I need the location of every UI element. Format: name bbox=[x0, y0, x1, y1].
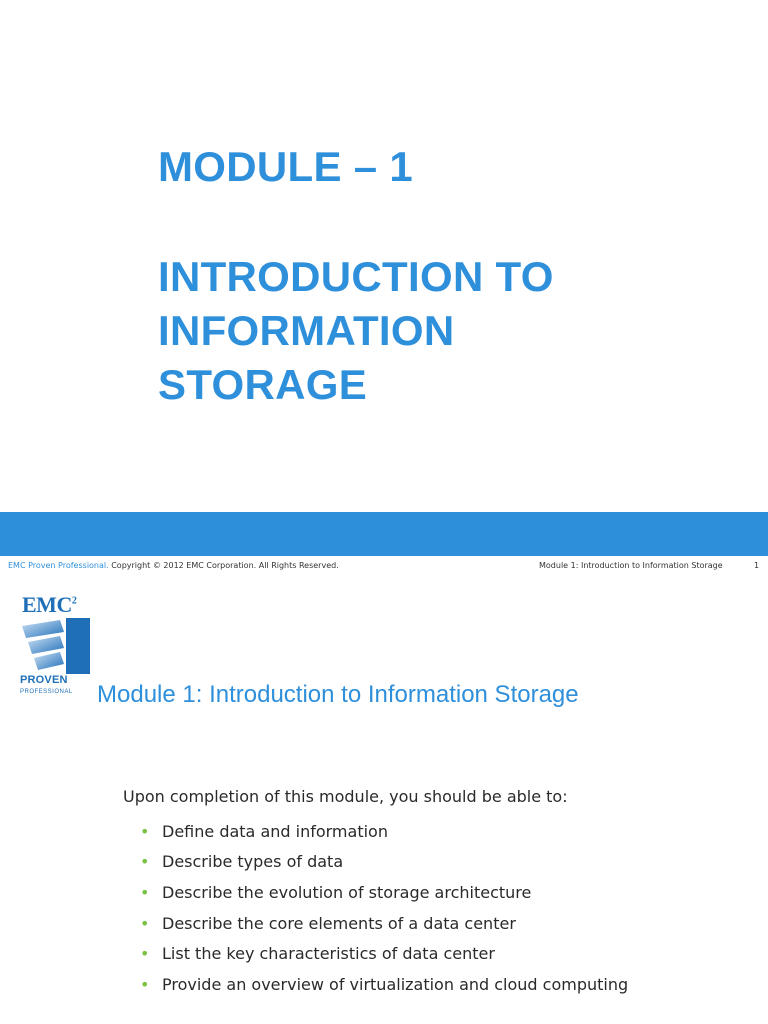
footer-module-label: Module 1: Introduction to Information Storage bbox=[539, 561, 723, 570]
footer-page-number: 1 bbox=[754, 561, 760, 570]
title-line-information: INFORMATION bbox=[158, 307, 455, 354]
bullet-dot-icon: • bbox=[140, 882, 150, 902]
footer-copyright: Copyright © 2012 EMC Corporation. All Rights Reserved. bbox=[111, 561, 339, 570]
bullet-dot-icon: • bbox=[140, 974, 150, 994]
list-item: • Define data and information bbox=[140, 821, 388, 841]
title-line-introduction: INTRODUCTION TO bbox=[158, 253, 554, 300]
logo-staircase-icon bbox=[20, 618, 90, 674]
footer-copyright-line bbox=[8, 561, 339, 570]
bullet-dot-icon: • bbox=[140, 913, 150, 933]
emc-proven-logo bbox=[20, 592, 92, 704]
bullet-dot-icon: • bbox=[140, 852, 150, 872]
bullet-dot-icon: • bbox=[140, 821, 150, 841]
slide-footer bbox=[0, 556, 768, 576]
title-gap bbox=[158, 194, 738, 250]
slide-2-title: Module 1: Introduction to Information Storage bbox=[97, 681, 579, 708]
list-item: • Describe the evolution of storage architecture bbox=[140, 882, 532, 902]
list-item: • Describe types of data bbox=[140, 852, 344, 872]
footer-brand: EMC Proven Professional. bbox=[8, 561, 109, 570]
bullet-dot-icon: • bbox=[140, 944, 150, 964]
slide-1-title bbox=[158, 140, 738, 412]
slide-1-blue-band bbox=[0, 512, 768, 556]
title-module-number: MODULE – 1 bbox=[158, 143, 414, 190]
title-line-storage: STORAGE bbox=[158, 361, 368, 408]
logo-emc-text: EMC$^2$ bbox=[22, 592, 77, 617]
list-item: • Describe the core elements of a data center bbox=[140, 913, 516, 933]
objectives-intro: Upon completion of this module, you should be able to: bbox=[123, 787, 568, 806]
logo-professional-text: PROFESSIONAL bbox=[20, 689, 73, 695]
logo-proven-text: PROVEN bbox=[20, 674, 68, 686]
list-item: • List the key characteristics of data center bbox=[140, 944, 495, 964]
objectives-list bbox=[140, 816, 628, 1000]
list-item: • Provide an overview of virtualization and cloud computing bbox=[140, 974, 629, 994]
